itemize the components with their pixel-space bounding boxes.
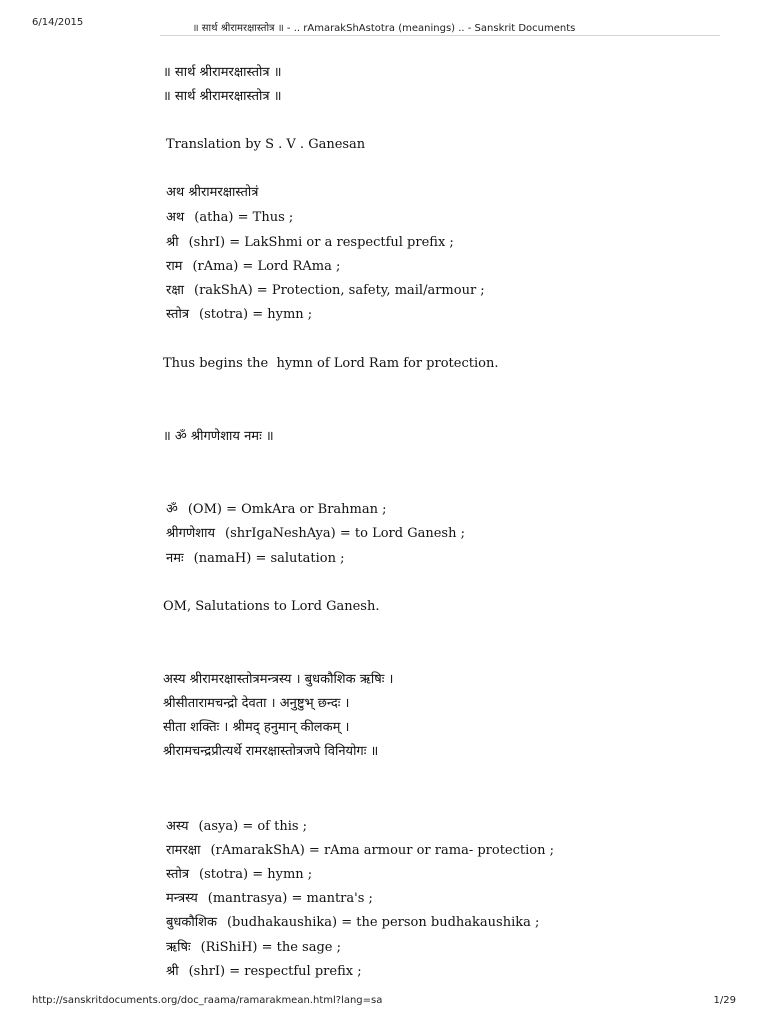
- word-devanagari: ॐ: [166, 502, 178, 517]
- word-entry: [166, 963, 362, 981]
- word-devanagari: स्तोत्र: [166, 867, 190, 882]
- word-entry: [166, 818, 307, 836]
- section1-summary: Thus begins the hymn of Lord Ram for protection.: [163, 356, 499, 371]
- word-entry: [166, 234, 454, 252]
- word-meaning: (budhakaushika) = the person budhakaushika ;: [226, 915, 540, 930]
- word-meaning: (rakShA) = Protection, safety, mail/armour ;: [194, 283, 485, 298]
- word-meaning: (namaH) = salutation ;: [193, 551, 345, 566]
- verse-line: श्रीसीतारामचन्द्रो देवता । अनुष्टुभ् छन्दः ।: [163, 696, 350, 711]
- word-entry: [166, 939, 341, 957]
- word-devanagari: राम: [166, 259, 183, 274]
- word-meaning: (atha) = Thus ;: [194, 210, 294, 225]
- invocation: ॥ ॐ श्रीगणेशाय नमः ॥: [163, 429, 274, 444]
- page-number: 1/29: [713, 995, 736, 1006]
- page-url: http://sanskritdocuments.org/doc_raama/ramarakmean.html?lang=sa: [32, 995, 383, 1006]
- word-devanagari: श्री: [166, 235, 179, 250]
- word-entry: [166, 258, 340, 276]
- word-meaning: (stotra) = hymn ;: [199, 307, 313, 322]
- print-date: 6/14/2015: [32, 17, 84, 28]
- word-devanagari: बुधकौशिक: [166, 915, 217, 930]
- word-entry: [166, 914, 539, 932]
- verse-line: सीता शक्तिः । श्रीमद् हनुमान् कीलकम् ।: [163, 720, 350, 735]
- word-meaning: (rAmarakShA) = rAma armour or rama- protection ;: [210, 843, 555, 858]
- word-devanagari: श्रीगणेशाय: [166, 526, 216, 541]
- translation-credit: Translation by S . V . Ganesan: [166, 137, 366, 152]
- word-meaning: (stotra) = hymn ;: [199, 867, 313, 882]
- word-devanagari: स्तोत्र: [166, 307, 190, 322]
- word-entry: [166, 890, 373, 908]
- word-meaning: (shrI) = LakShmi or a respectful prefix ;: [188, 235, 454, 250]
- word-entry: [166, 525, 465, 543]
- word-entry: [166, 550, 344, 568]
- verse-line: अस्य श्रीरामरक्षास्तोत्रमन्त्रस्य । बुधकौशिक ऋषिः ।: [163, 672, 394, 687]
- word-devanagari: मन्त्रस्य: [166, 891, 198, 906]
- word-devanagari: रक्षा: [166, 283, 185, 298]
- word-entry: [166, 842, 554, 860]
- word-devanagari: ऋषिः: [166, 940, 191, 955]
- word-devanagari: नमः: [166, 551, 184, 566]
- word-entry: [166, 866, 312, 884]
- heading-1: ॥ सार्थ श्रीरामरक्षास्तोत्र ॥: [163, 65, 282, 80]
- word-meaning: (shrI) = respectful prefix ;: [188, 964, 362, 979]
- word-entry: [166, 209, 293, 227]
- word-meaning: (RiShiH) = the sage ;: [200, 940, 342, 955]
- word-devanagari: श्री: [166, 964, 179, 979]
- word-meaning: (asya) = of this ;: [198, 819, 308, 834]
- print-header: [0, 17, 768, 33]
- word-entry: [166, 306, 312, 324]
- verse-line: श्रीरामचन्द्रप्रीत्यर्थे रामरक्षास्तोत्रजपे विनियोगः ॥: [163, 744, 379, 759]
- page-title: ॥ सार्थ श्रीरामरक्षास्तोत्र ॥ - .. rAmarakShAstotra (meanings) .. - Sanskrit Documents: [192, 23, 576, 34]
- heading-2: ॥ सार्थ श्रीरामरक्षास्तोत्र ॥: [163, 89, 282, 104]
- word-meaning: (shrIgaNeshAya) = to Lord Ganesh ;: [225, 526, 465, 541]
- word-devanagari: रामरक्षा: [166, 843, 201, 858]
- word-devanagari: अथ: [166, 210, 185, 225]
- section1-title: अथ श्रीरामरक्षास्तोत्रं: [166, 185, 259, 200]
- word-meaning: (OM) = OmkAra or Brahman ;: [187, 502, 387, 517]
- word-devanagari: अस्य: [166, 819, 189, 834]
- word-meaning: (mantrasya) = mantra's ;: [207, 891, 373, 906]
- section2-summary: OM, Salutations to Lord Ganesh.: [163, 599, 380, 614]
- print-footer: [0, 995, 768, 1009]
- word-meaning: (rAma) = Lord RAma ;: [192, 259, 341, 274]
- word-entry: [166, 282, 485, 300]
- header-divider: [160, 35, 720, 36]
- word-entry: [166, 501, 387, 519]
